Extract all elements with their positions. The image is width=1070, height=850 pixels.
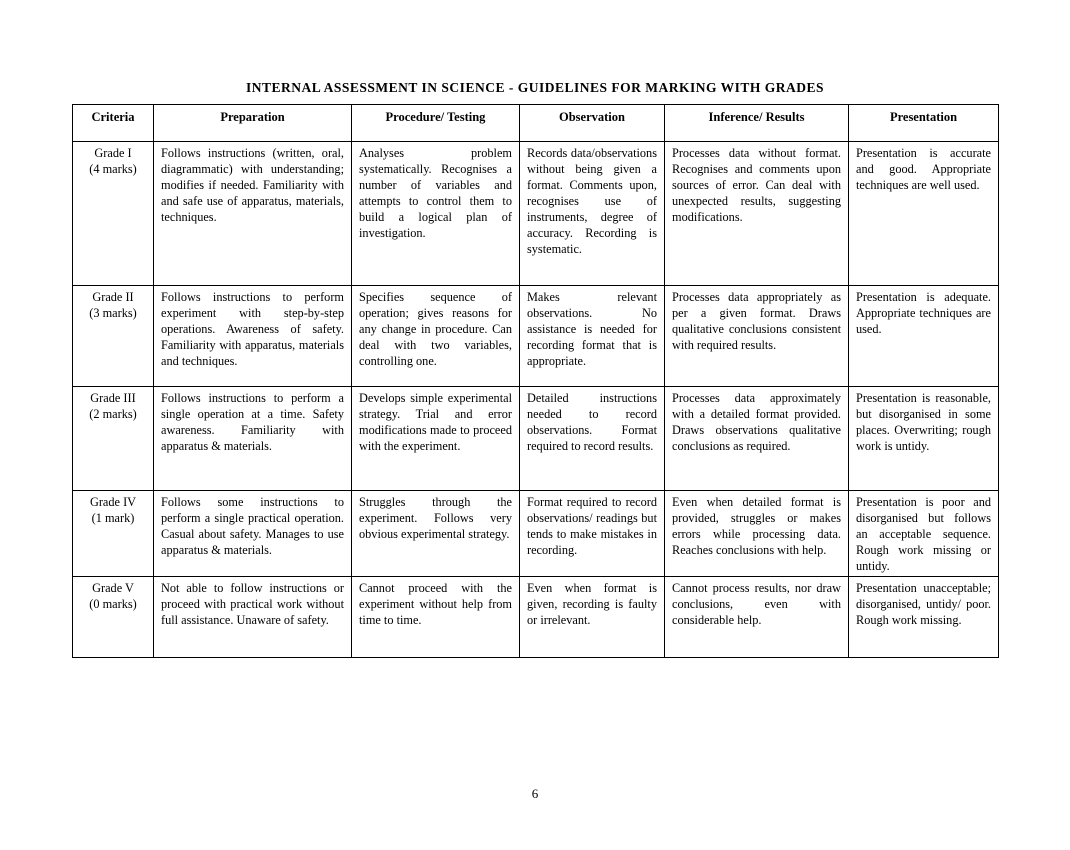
preparation-cell: Follows instructions to perform a single operation at a time. Safety awareness. Familiarity with apparatus & materials. <box>154 387 352 491</box>
grade-name: Grade I <box>94 146 132 160</box>
grade-cell <box>73 387 154 491</box>
grade-marks: (4 marks) <box>89 162 137 176</box>
table-row-grade-5 <box>73 577 999 658</box>
header-preparation: Preparation <box>154 105 352 142</box>
presentation-cell: Presentation is accurate and good. Appropriate techniques are well used. <box>849 142 999 286</box>
inference-cell: Processes data appropriately as per a given format. Draws qualitative conclusions consistent with required results. <box>665 286 849 387</box>
inference-cell: Processes data without format. Recognises and comments upon sources of error. Can deal with unexpected results, suggesting modifications. <box>665 142 849 286</box>
presentation-cell: Presentation is poor and disorganised but follows an acceptable sequence. Rough work missing or untidy. <box>849 491 999 577</box>
grade-name: Grade II <box>92 290 134 304</box>
inference-cell: Processes data approximately with a detailed format provided. Draws observations qualitative conclusions as required. <box>665 387 849 491</box>
procedure-cell: Specifies sequence of operation; gives reasons for any change in procedure. Can deal with two variables, controlling one. <box>352 286 520 387</box>
header-presentation: Presentation <box>849 105 999 142</box>
grade-marks: (1 mark) <box>91 511 135 525</box>
presentation-cell: Presentation is reasonable, but disorganised in some places. Overwriting; rough work is untidy. <box>849 387 999 491</box>
presentation-cell: Presentation is adequate. Appropriate techniques are used. <box>849 286 999 387</box>
table-row-grade-4 <box>73 491 999 577</box>
preparation-cell: Follows some instructions to perform a single practical operation. Casual about safety. Manages to use apparatus & materials. <box>154 491 352 577</box>
grade-cell <box>73 577 154 658</box>
grade-cell <box>73 491 154 577</box>
header-criteria: Criteria <box>73 105 154 142</box>
grade-marks: (3 marks) <box>89 306 137 320</box>
inference-cell: Cannot process results, nor draw conclusions, even with considerable help. <box>665 577 849 658</box>
grade-marks: (2 marks) <box>89 407 137 421</box>
procedure-cell: Cannot proceed with the experiment without help from time to time. <box>352 577 520 658</box>
procedure-cell: Develops simple experimental strategy. Trial and error modifications made to proceed with the experiment. <box>352 387 520 491</box>
inference-cell: Even when detailed format is provided, struggles or makes errors while processing data. Reaches conclusions with help. <box>665 491 849 577</box>
grade-marks: (0 marks) <box>89 597 137 611</box>
page-number: 6 <box>531 786 539 801</box>
table-row-grade-2 <box>73 286 999 387</box>
presentation-cell: Presentation unacceptable; disorganised, untidy/ poor. Rough work missing. <box>849 577 999 658</box>
preparation-cell: Not able to follow instructions or proceed with practical work without full assistance. Unaware of safety. <box>154 577 352 658</box>
observation-cell: Format required to record observations/ readings but tends to make mistakes in recording. <box>520 491 665 577</box>
observation-cell: Even when format is given, recording is faulty or irrelevant. <box>520 577 665 658</box>
table-header-row <box>73 105 999 142</box>
observation-cell: Records data/observations without being given a format. Comments upon, recognises use of instruments, degree of accuracy. Recording is systematic. <box>520 142 665 286</box>
grade-name: Grade III <box>90 391 136 405</box>
header-observation: Observation <box>520 105 665 142</box>
page-title: INTERNAL ASSESSMENT IN SCIENCE - GUIDELINES FOR MARKING WITH GRADES <box>245 80 824 95</box>
grade-cell <box>73 142 154 286</box>
header-inference-results: Inference/ Results <box>665 105 849 142</box>
procedure-cell: Analyses problem systematically. Recognises a number of variables and attempts to control them to build a logical plan of investigation. <box>352 142 520 286</box>
grading-rubric-table <box>72 104 999 658</box>
grade-name: Grade V <box>92 581 134 595</box>
table-row-grade-1 <box>73 142 999 286</box>
header-procedure-testing: Procedure/ Testing <box>352 105 520 142</box>
table-row-grade-3 <box>73 387 999 491</box>
procedure-cell: Struggles through the experiment. Follows very obvious experimental strategy. <box>352 491 520 577</box>
grade-name: Grade IV <box>89 495 137 509</box>
preparation-cell: Follows instructions to perform experiment with step-by-step operations. Awareness of safety. Familiarity with apparatus, materials and techniques. <box>154 286 352 387</box>
preparation-cell: Follows instructions (written, oral, diagrammatic) with understanding; modifies if needed. Familiarity with and safe use of apparatus, materials, techniques. <box>154 142 352 286</box>
observation-cell: Makes relevant observations. No assistance is needed for recording format that is appropriate. <box>520 286 665 387</box>
grade-cell <box>73 286 154 387</box>
observation-cell: Detailed instructions needed to record observations. Format required to record results. <box>520 387 665 491</box>
